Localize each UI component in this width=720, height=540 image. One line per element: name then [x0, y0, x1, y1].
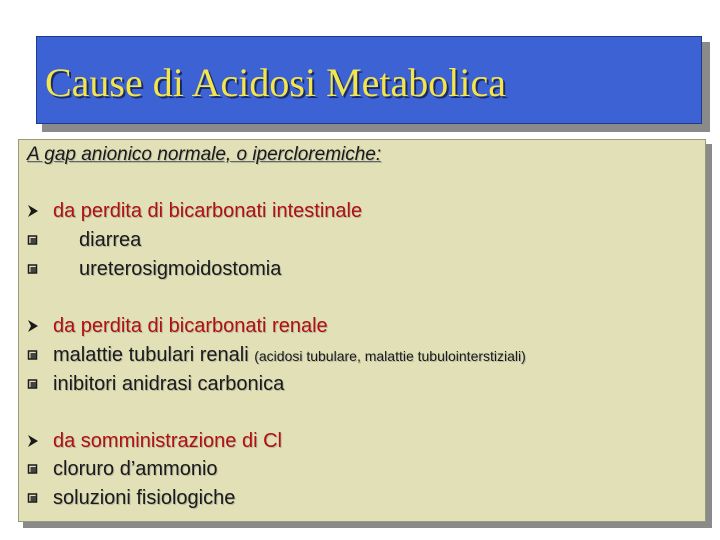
square-checkbox-bullet-icon	[27, 377, 39, 391]
title-box	[36, 36, 702, 124]
list-item-note: (acidosi tubulare, malattie tubulointerstiziali)	[254, 348, 526, 364]
list-item-label: ureterosigmoidostomia	[79, 258, 282, 280]
group-heading-label: da perdita di bicarbonati renale	[53, 315, 328, 337]
list-item-label: diarrea	[79, 229, 142, 251]
square-checkbox-bullet-icon	[27, 491, 39, 505]
square-checkbox-bullet-icon	[27, 233, 39, 247]
arrowhead-bullet-icon	[27, 319, 39, 333]
list-item-label: malattie tubulari renali	[53, 344, 249, 366]
square-checkbox-bullet-icon	[27, 462, 39, 476]
list-item-label: soluzioni fisiologiche	[53, 487, 236, 509]
list-item-label: inibitori anidrasi carbonica	[53, 373, 285, 395]
arrowhead-bullet-icon	[27, 204, 39, 218]
list-item-label: cloruro d’ammonio	[53, 458, 218, 480]
group-heading-label: da perdita di bicarbonati intestinale	[53, 200, 363, 222]
section-subtitle: A gap anionico normale, o ipercloremiche:	[27, 144, 382, 165]
square-checkbox-bullet-icon	[27, 262, 39, 276]
arrowhead-bullet-icon	[27, 434, 39, 448]
slide-title: Cause di Acidosi Metabolica	[45, 60, 507, 105]
square-checkbox-bullet-icon	[27, 348, 39, 362]
list-item-text	[53, 344, 526, 367]
group-heading-label: da somministrazione di Cl	[53, 430, 282, 452]
content-box	[18, 139, 706, 522]
